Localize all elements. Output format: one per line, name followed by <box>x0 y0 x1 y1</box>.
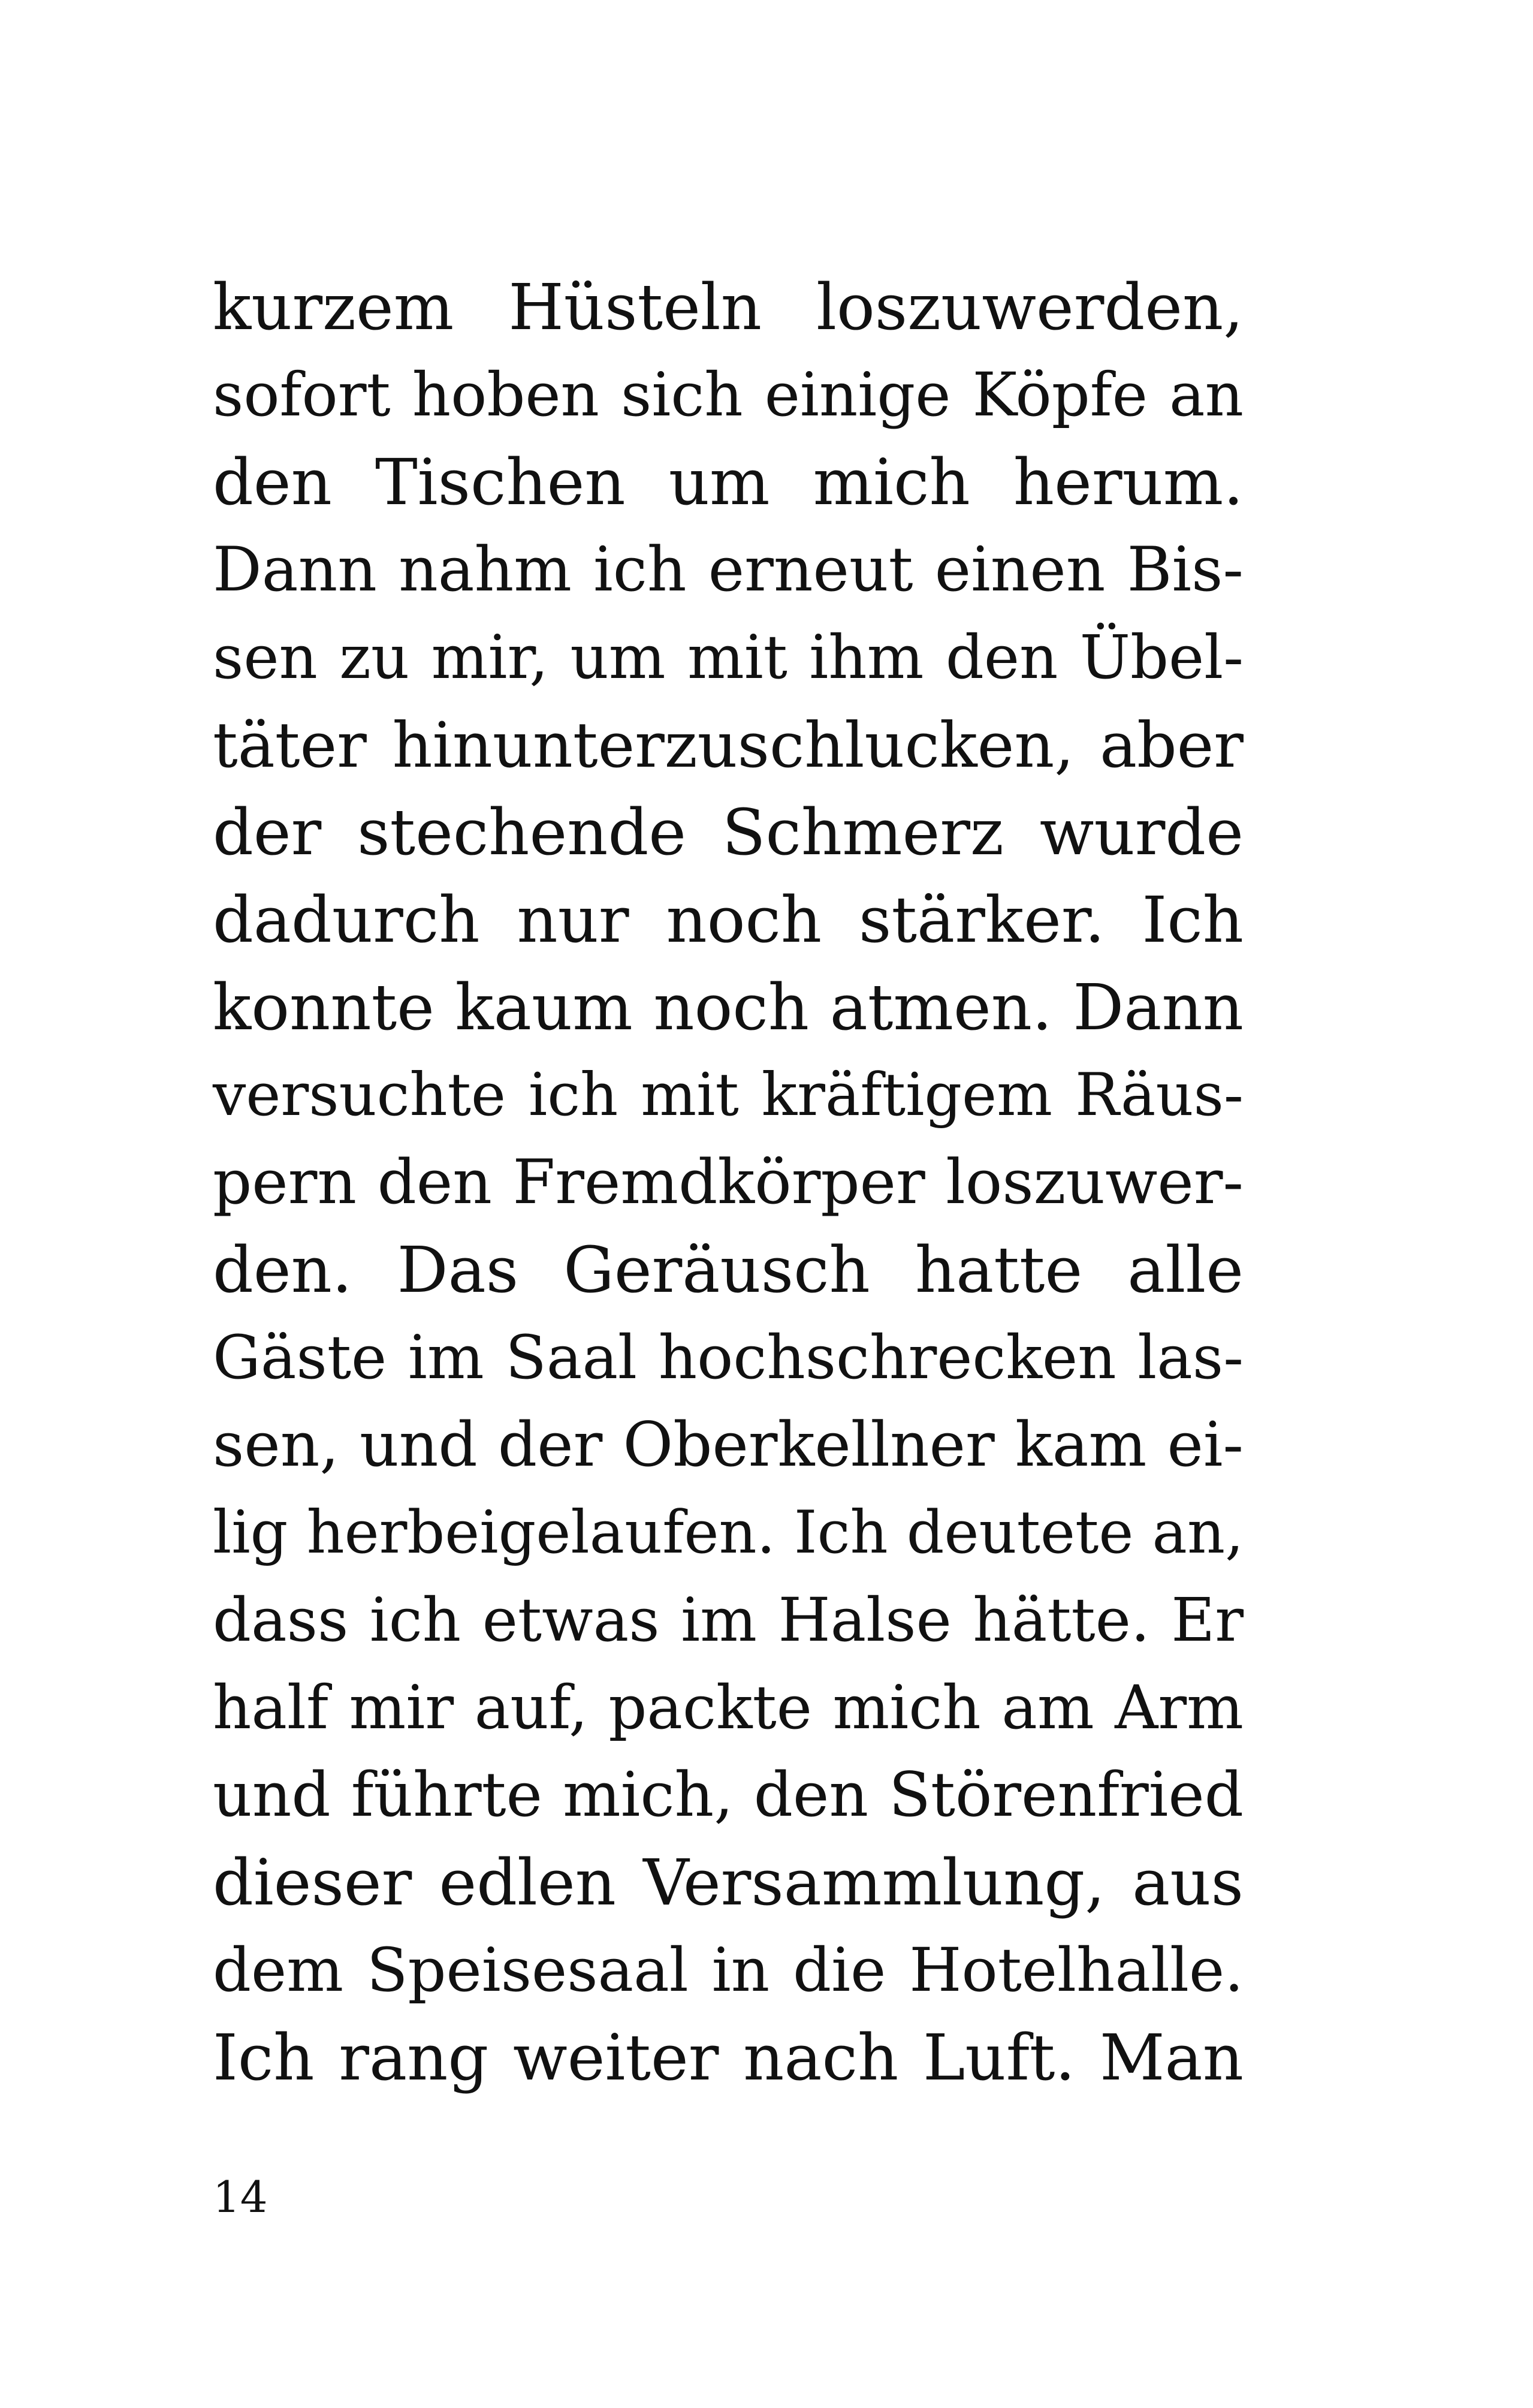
text-line: dadurch nur noch stärker. Ich <box>213 883 1244 957</box>
body-text <box>213 264 1244 2102</box>
text-line: lig herbeigelaufen. Ich deutete an, <box>213 1499 1244 1567</box>
text-line: sen zu mir, um mit ihm den Übel- <box>213 622 1244 692</box>
text-line: Ich rang weiter nach Luft. Man <box>213 2021 1244 2094</box>
text-line: Gäste im Saal hochschrecken las- <box>213 1322 1244 1393</box>
text-line: sen, und der Oberkellner kam ei- <box>213 1409 1244 1481</box>
text-line: versuchte ich mit kräftigem Räus- <box>213 1061 1244 1129</box>
page-number: 14 <box>213 2172 268 2222</box>
text-line: dieser edlen Versammlung, aus <box>213 1846 1244 1919</box>
text-line: den. Das Geräusch hatte alle <box>213 1233 1244 1307</box>
text-line: dass ich etwas im Halse hätte. Er <box>213 1585 1244 1655</box>
text-line: und führte mich, den Störenfried <box>213 1759 1244 1831</box>
text-line: sofort hoben sich einige Köpfe an <box>213 360 1244 430</box>
text-line: täter hinunterzuschlucken, aber <box>213 709 1244 782</box>
text-line: Dann nahm ich erneut einen Bis- <box>213 534 1244 605</box>
text-line: kurzem Hüsteln loszuwerden, <box>213 270 1244 344</box>
text-line: konnte kaum noch atmen. Dann <box>213 971 1244 1044</box>
text-line: den Tischen um mich herum. <box>213 445 1244 519</box>
text-line: half mir auf, packte mich am Arm <box>213 1672 1244 1743</box>
text-line: der stechende Schmerz wurde <box>213 795 1244 869</box>
text-line: dem Speisesaal in die Hotelhalle. <box>213 1935 1244 2005</box>
text-line: pern den Fremdkörper loszuwer- <box>213 1147 1244 1218</box>
